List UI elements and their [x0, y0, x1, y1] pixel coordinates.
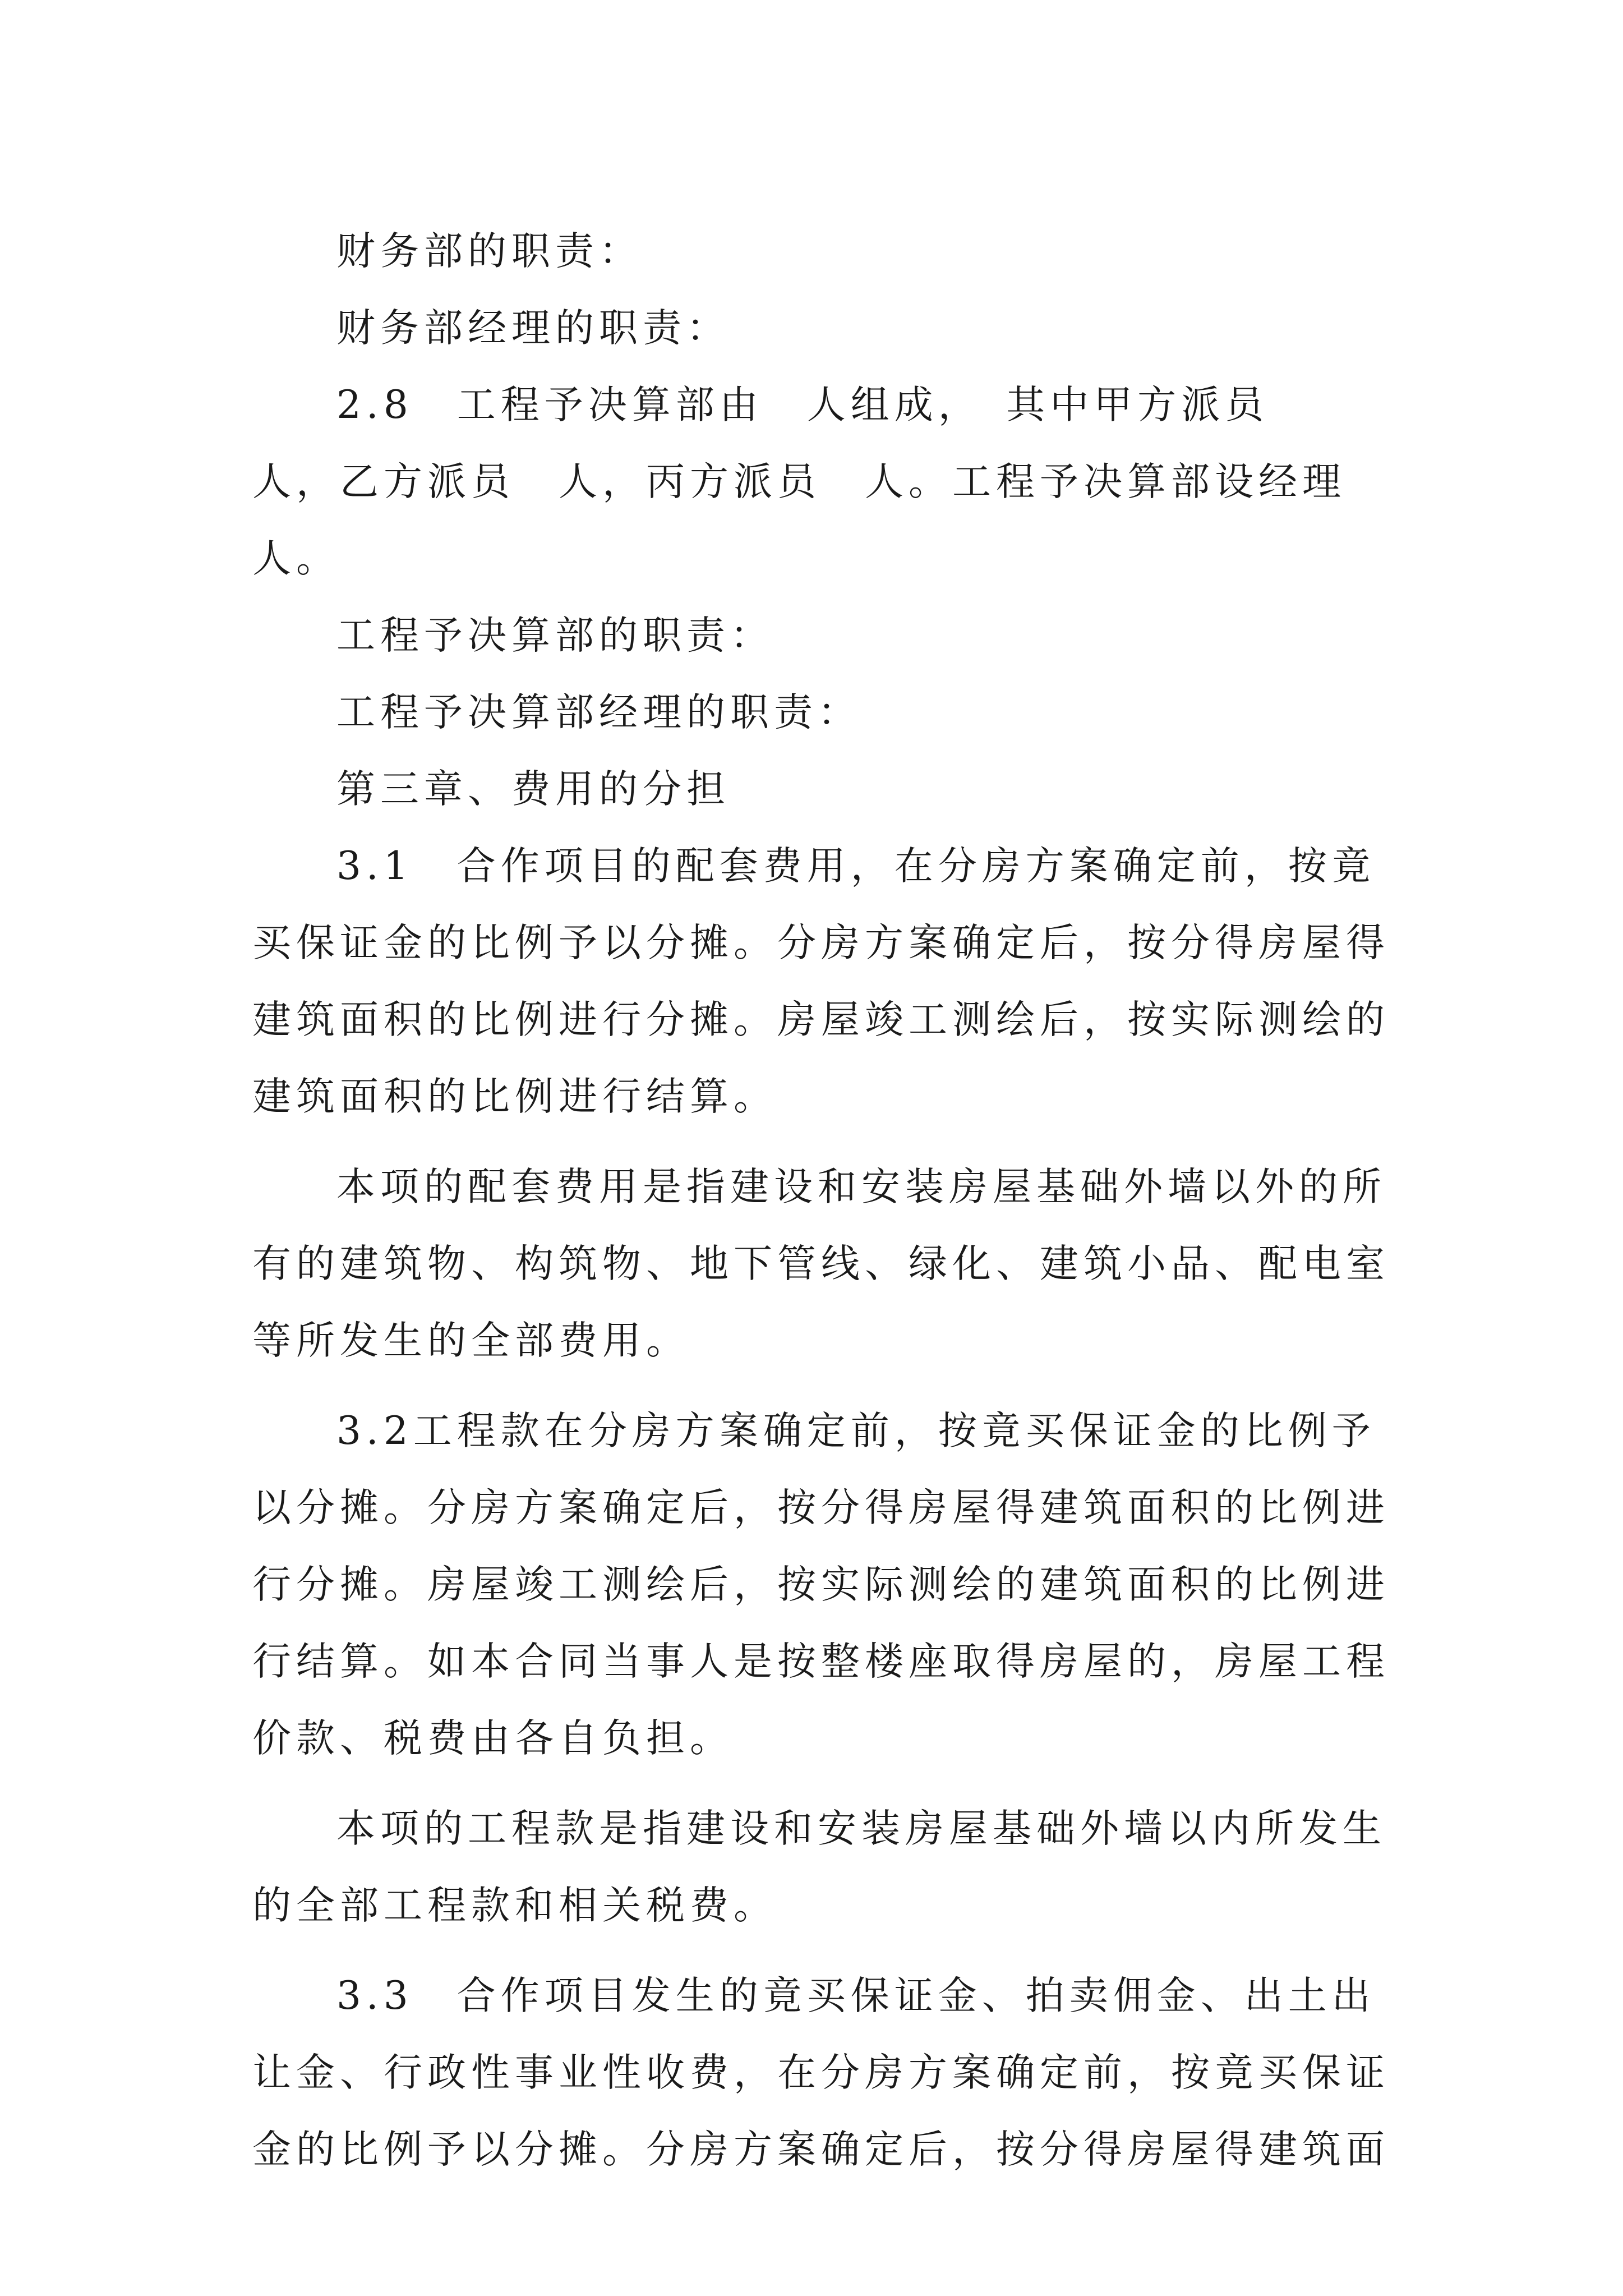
chapter-heading: 第三章、费用的分担 [336, 767, 730, 812]
paragraph-budget-manager-duties: 工程予决算部经理的职责： [336, 690, 861, 735]
paragraph-3-2: 3.2工程款在分房方案确定前，按竟买保证金的比例予以分摊。分房方案确定后，按分得房屋得建筑面积的比例进行分摊。房屋竣工测绘后，按实际测绘的建筑面积的比例进行结算。如本合同当事人是按整楼座取得房屋的，房屋工程价款、税费由各自负担。 [252, 1409, 1390, 1761]
document-body [252, 213, 1391, 2188]
paragraph-3-1: 3.1 合作项目的配套费用，在分房方案确定前，按竟买保证金的比例予以分摊。分房方案确定后，按分得房屋得建筑面积的比例进行分摊。房屋竣工测绘后，按实际测绘的建筑面积的比例进行结算。 [252, 844, 1390, 1119]
paragraph-construction-costs-definition: 本项的工程款是指建设和安装房屋基础外墙以内所发生的全部工程款和相关税费。 [252, 1806, 1386, 1928]
paragraph-budget-dept-duties: 工程予决算部的职责： [336, 613, 774, 658]
paragraph-supporting-costs-definition: 本项的配套费用是指建设和安装房屋基础外墙以外的所有的建筑物、构筑物、地下管线、绿化、建筑小品、配电室等所发生的全部费用。 [252, 1165, 1390, 1363]
paragraph-2-8: 2.8 工程予决算部由 人组成， 其中甲方派员 人，乙方派员 人，丙方派员 人。工程予决算部设经理 人。 [252, 383, 1390, 581]
paragraph-finance-duties: 财务部的职责： [336, 229, 643, 274]
paragraph-3-3: 3.3 合作项目发生的竟买保证金、拍卖佣金、出土出让金、行政性事业性收费，在分房方案确定前，按竟买保证金的比例予以分摊。分房方案确定后，按分得房屋得建筑面 [252, 1973, 1390, 2172]
paragraph-finance-manager-duties: 财务部经理的职责： [336, 306, 730, 351]
